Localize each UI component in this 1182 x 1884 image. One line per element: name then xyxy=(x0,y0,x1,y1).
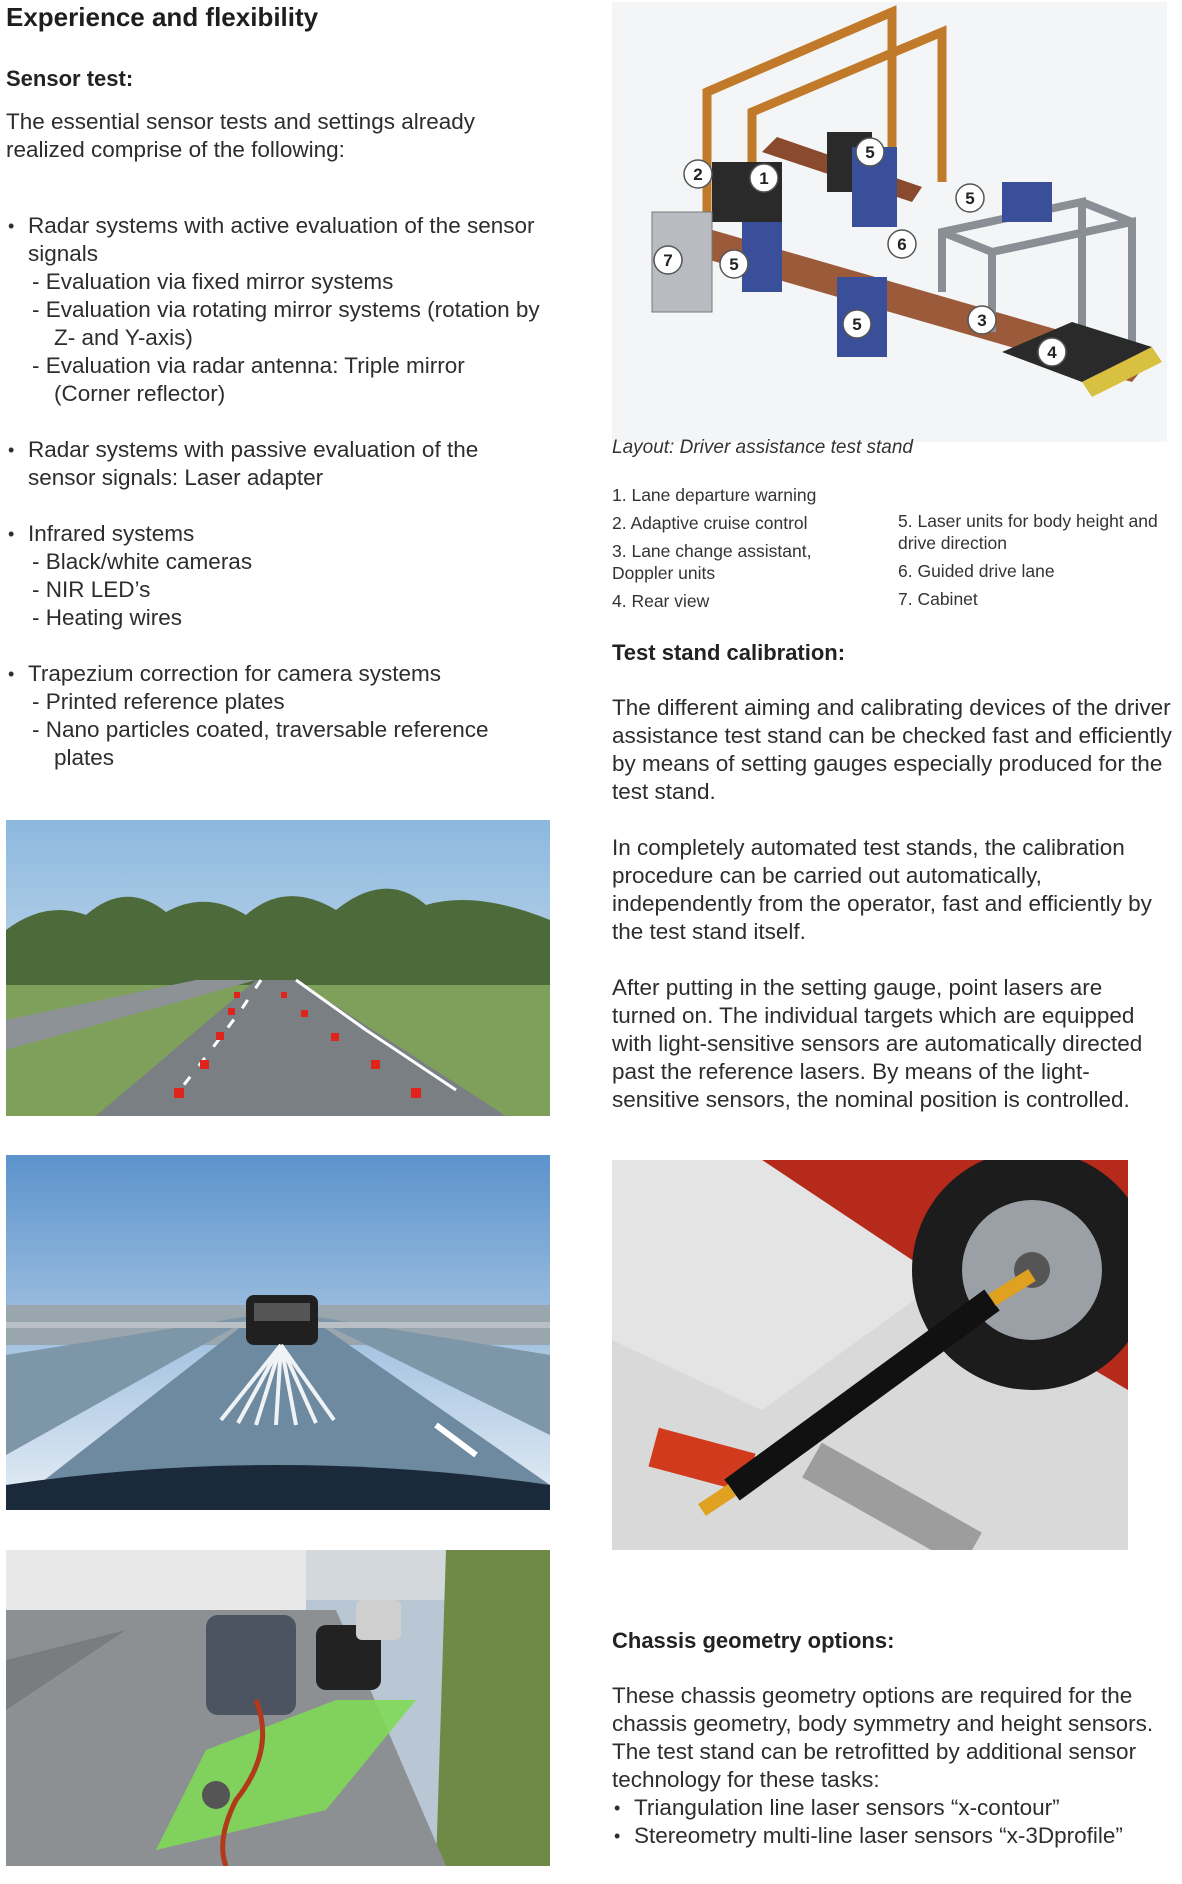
sensor-group xyxy=(6,212,546,408)
sensor-test-heading: Sensor test: xyxy=(6,66,134,91)
sensor-group-title: • Trapezium correction for camera systems xyxy=(6,660,546,688)
diagram-marker xyxy=(843,310,871,338)
chassis-heading: Chassis geometry options: xyxy=(612,1628,895,1653)
car-rear xyxy=(206,1615,296,1715)
calibration-paragraph: After putting in the setting gauge, point lasers are turned on. The individual targets which are equipped with light-sensitive sensors are automatically directed past the reference lasers. By means of the light-sensitive sensors, the nominal position is controlled. xyxy=(612,975,1143,1112)
legend-item: 2. Adaptive cruise control xyxy=(612,513,808,533)
sensor-test-list xyxy=(6,212,546,772)
road-markers-photo xyxy=(6,820,550,1116)
calibration-heading: Test stand calibration: xyxy=(612,640,846,665)
diagram-marker xyxy=(888,230,916,258)
sensor-subitem: - Evaluation via rotating mirror systems (rotation by Z- and Y-axis) xyxy=(6,296,546,352)
diagram-marker xyxy=(856,138,884,166)
diagram-marker xyxy=(720,250,748,278)
svg-text:5: 5 xyxy=(865,143,875,162)
sensor-group-title: • Infrared systems xyxy=(6,520,546,548)
legend-item: 5. Laser units for body height and drive direction xyxy=(898,511,1158,553)
diagram-caption: Layout: Driver assistance test stand xyxy=(612,437,913,458)
legend-item: 6. Guided drive lane xyxy=(898,561,1055,581)
diagram-marker xyxy=(654,246,682,274)
chassis-wheel-photo xyxy=(612,1160,1128,1550)
calibration-paragraph: The different aiming and calibrating devices of the driver assistance test stand can be checked fast and efficiently by means of setting gauges especially produced for the test stand. xyxy=(612,695,1172,804)
calibration-paragraph: In completely automated test stands, the calibration procedure can be carried out automatically, independently from the operator, fast and efficiently by the test stand itself. xyxy=(612,835,1152,944)
sensor-subitem: - Black/white cameras xyxy=(6,548,546,576)
legend-left xyxy=(612,484,872,618)
test-stand-diagram xyxy=(612,2,1167,442)
sensor-subitem: - NIR LED’s xyxy=(6,576,546,604)
chassis-bullets xyxy=(612,1794,1172,1850)
sensor-subitem: - Printed reference plates xyxy=(6,688,546,716)
sensor-group-title: • Radar systems with active evaluation of the sensor signals xyxy=(6,212,546,268)
svg-text:3: 3 xyxy=(977,311,987,330)
svg-text:1: 1 xyxy=(759,169,769,188)
page-title: Experience and flexibility xyxy=(6,2,319,32)
sensor-subitem: - Heating wires xyxy=(6,604,546,632)
diagram-marker xyxy=(684,160,712,188)
svg-text:4: 4 xyxy=(1047,343,1057,362)
calibration-text xyxy=(612,694,1172,1114)
sensor-group xyxy=(6,660,546,772)
legend-item: 3. Lane change assistant, Doppler units xyxy=(612,541,812,583)
chassis-intro: These chassis geometry options are required for the chassis geometry, body symmetry and height sensors. The test stand can be retrofitted by additional sensor technology for these tasks: xyxy=(612,1683,1154,1792)
svg-text:5: 5 xyxy=(965,189,975,208)
legend-item: 1. Lane departure warning xyxy=(612,485,817,505)
diagram-marker xyxy=(956,184,984,212)
svg-text:6: 6 xyxy=(897,235,907,254)
chassis-bullet: • Triangulation line laser sensors “x-contour” xyxy=(612,1794,1172,1822)
legend-item: 4. Rear view xyxy=(612,591,710,611)
sensor-subitem: - Nano particles coated, traversable reference plates xyxy=(6,716,546,772)
lane-change-photo xyxy=(6,1550,550,1866)
highway-radar-photo xyxy=(6,1155,550,1510)
sensor-test-intro: The essential sensor tests and settings already realized comprise of the following: xyxy=(6,109,476,162)
sensor-subitem: - Evaluation via fixed mirror systems xyxy=(6,268,546,296)
sensor-group xyxy=(6,520,546,632)
svg-text:5: 5 xyxy=(852,315,862,334)
sensor-group-title: • Radar systems with passive evaluation of the sensor signals: Laser adapter xyxy=(6,436,546,492)
svg-text:7: 7 xyxy=(663,251,673,270)
diagram-marker xyxy=(750,164,778,192)
svg-text:5: 5 xyxy=(729,255,739,274)
sensor-subitem: - Evaluation via radar antenna: Triple mirror (Corner reflector) xyxy=(6,352,546,408)
chassis-bullet: • Stereometry multi-line laser sensors “x-3Dprofile” xyxy=(612,1822,1172,1850)
svg-text:2: 2 xyxy=(693,165,703,184)
diagram-marker xyxy=(968,306,996,334)
sensor-group xyxy=(6,436,546,492)
legend-right xyxy=(898,510,1173,616)
diagram-marker xyxy=(1038,338,1066,366)
legend-item: 7. Cabinet xyxy=(898,589,978,609)
